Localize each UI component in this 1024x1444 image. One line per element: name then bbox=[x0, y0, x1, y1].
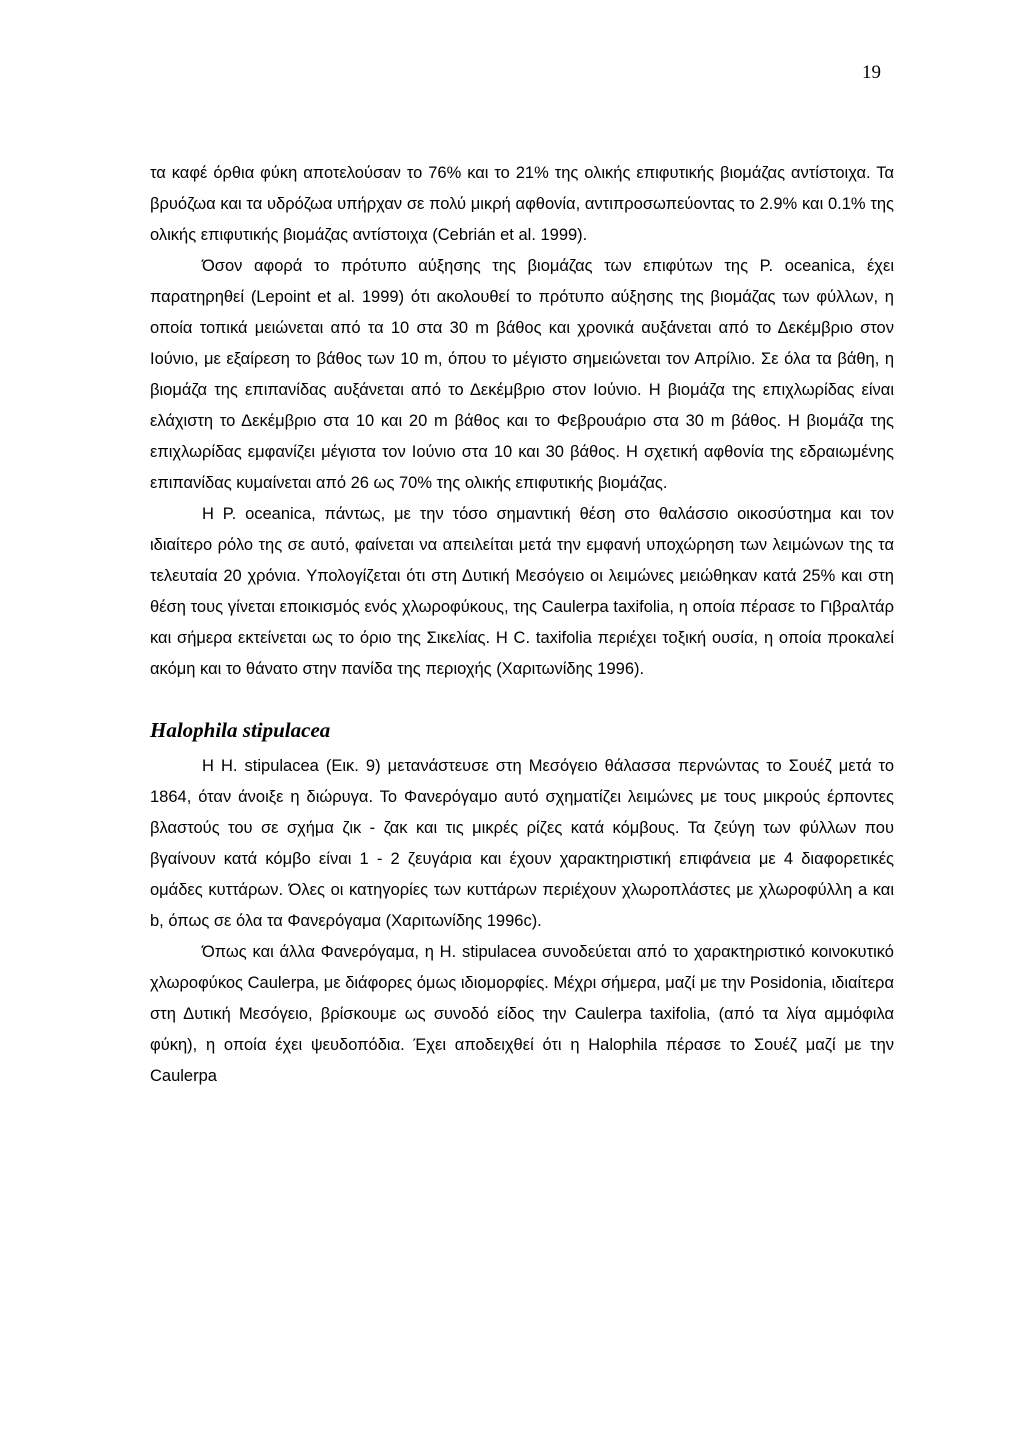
paragraph: Η H. stipulacea (Εικ. 9) μετανάστευσε στη Μεσόγειο θάλασσα περνώντας το Σουέζ μετά το 1864, όταν άνοιξε η διώρυγα. Το Φανερόγαμο αυτό σχηματίζει λειμώνες με τους μικρούς έρποντες βλαστούς του σε σχήμα ζικ - ζακ και τις μικρές ρίζες κατά κόμβους. Τα ζεύγη των φύλλων που βγαίνουν κατά κόμβο είναι 1 - 2 ζευγάρια και έχουν χαρακτηριστική επιφάνεια με 4 διαφορετικές ομάδες κυττάρων. Όλες οι κατηγορίες των κυττάρων περιέχουν χλωροπλάστες με χλωροφύλλη a και b, όπως σε όλα τα Φανερόγαμα (Χαριτωνίδης 1996c). bbox=[150, 757, 894, 930]
page-number: 19 bbox=[862, 62, 881, 83]
paragraph: Η P. oceanica, πάντως, με την τόσο σημαντική θέση στο θαλάσσιο οικοσύστημα και τον ιδιαίτερο ρόλο της σε αυτό, φαίνεται να απειλείται μετά την εμφανή υποχώρηση των λειμώνων της τα τελευταία 20 χρόνια. Υπολογίζεται ότι στη Δυτική Μεσόγειο οι λειμώνες μειώθηκαν κατά 25% και στη θέση τους γίνεται εποικισμός ενός χλωροφύκους, της Caulerpa taxifolia, η οποία πέρασε το Γιβραλτάρ και σήμερα εκτείνεται ως το όριο της Σικελίας. Η C. taxifolia περιέχει τοξική ουσία, η οποία προκαλεί ακόμη και το θάνατο στην πανίδα της περιοχής (Χαριτωνίδης 1996). bbox=[150, 505, 894, 678]
section-heading: Halophila stipulacea bbox=[150, 718, 331, 742]
paragraph: τα καφέ όρθια φύκη αποτελούσαν το 76% και το 21% της ολικής επιφυτικής βιομάζας αντίστοιχα. Τα βρυόζωα και τα υδρόζωα υπήρχαν σε πολύ μικρή αφθονία, αντιπροσωπεύοντας το 2.9% και 0.1% της ολικής επιφυτικής βιομάζας αντίστοιχα (Cebrián et al. 1999). bbox=[150, 164, 894, 244]
body-text bbox=[150, 158, 894, 1092]
paragraph: Όπως και άλλα Φανερόγαμα, η H. stipulacea συνοδεύεται από το χαρακτηριστικό κοινοκυτικό χλωροφύκος Caulerpa, με διάφορες όμως ιδιομορφίες. Μέχρι σήμερα, μαζί με την Posidonia, ιδιαίτερα στη Δυτική Μεσόγειο, βρίσκουμε ως συνοδό είδος την Caulerpa taxifolia, (από τα λίγα αμμόφιλα φύκη), η οποία έχει ψευδοπόδια. Έχει αποδειχθεί ότι η Halophila πέρασε το Σουέζ μαζί με την Caulerpa bbox=[150, 943, 894, 1085]
paragraph: Όσον αφορά το πρότυπο αύξησης της βιομάζας των επιφύτων της P. oceanica, έχει παρατηρηθεί (Lepoint et al. 1999) ότι ακολουθεί το πρότυπο αύξησης της βιομάζας των φύλλων, η οποία τοπικά μειώνεται από τα 10 στα 30 m βάθος και χρονικά αυξάνεται από το Δεκέμβριο στον Ιούνιο, με εξαίρεση το βάθος των 10 m, όπου το μέγιστο σημειώνεται τον Απρίλιο. Σε όλα τα βάθη, η βιομάζα της επιπανίδας αυξάνεται από το Δεκέμβριο στον Ιούνιο. Η βιομάζα της επιχλωρίδας είναι ελάχιστη το Δεκέμβριο στα 10 και 20 m βάθος και το Φεβρουάριο στα 30 m βάθος. Η βιομάζα της επιχλωρίδας εμφανίζει μέγιστα τον Ιούνιο στα 10 και 30 βάθος. Η σχετική αφθονία της εδραιωμένης επιπανίδας κυμαίνεται από 26 ως 70% της ολικής επιφυτικής βιομάζας. bbox=[150, 257, 894, 492]
